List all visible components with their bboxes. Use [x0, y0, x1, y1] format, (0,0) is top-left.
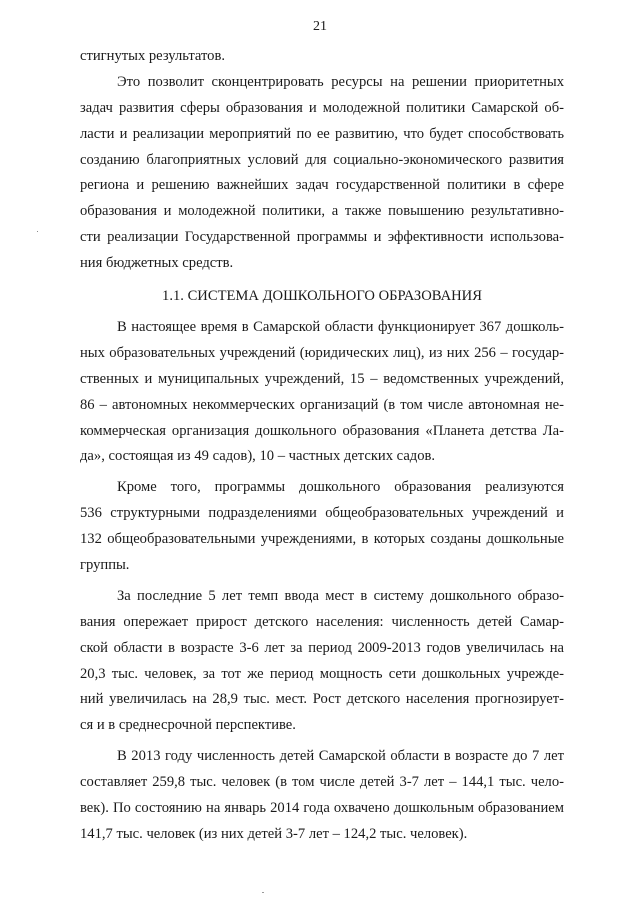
text-line: ных образовательных учреждений (юридических лиц), из них 256 – государ- — [80, 344, 564, 361]
text-line: сти реализации Государственной программы и эффективности использова- — [80, 229, 564, 246]
text-line: вания опережает прирост детского населения: численность детей Самар- — [80, 613, 564, 630]
text-line: региона и решению важнейших задач государственной политики в сфере — [80, 177, 564, 194]
text-line: В настоящее время в Самарской области функционирует 367 дошколь- — [117, 319, 564, 336]
paragraph-continuation — [80, 44, 564, 70]
text-line: ся и в среднесрочной перспективе. — [80, 717, 296, 734]
paragraph — [80, 70, 564, 277]
text-line: коммерческая организация дошкольного образования «Планета детства Ла- — [80, 422, 564, 439]
text-line: 86 – автономных некоммерческих организаций (в том числе автономная не- — [80, 396, 564, 413]
paragraph — [80, 475, 564, 579]
text-line: 141,7 тыс. человек (из них детей 3-7 лет – 124,2 тыс. человек). — [80, 825, 468, 842]
text-line: 20,3 тыс. человек, за тот же период мощность сети дошкольных учрежде- — [80, 665, 564, 682]
text-line: 132 общеобразовательными учреждениями, в которых созданы дошкольные — [80, 531, 564, 548]
page-number: 21 — [313, 19, 327, 34]
text-line: ласти и реализации мероприятий по ее развитию, что будет способствовать — [80, 125, 564, 142]
paragraph — [80, 315, 564, 470]
text-line: 536 структурными подразделениями общеобразовательных учреждений и — [80, 505, 564, 522]
scan-speck — [262, 892, 264, 893]
text-line: составляет 259,8 тыс. человек (в том числе детей 3-7 лет – 144,1 тыс. чело- — [80, 774, 564, 791]
paragraph — [80, 744, 564, 848]
text-line: Кроме того, программы дошкольного образования реализуются — [117, 479, 564, 496]
text-line: созданию благоприятных условий для социально-экономического развития — [80, 151, 564, 168]
text-line: За последние 5 лет темп ввода мест в систему дошкольного образо- — [117, 587, 564, 604]
text-line: ний увеличилась на 28,9 тыс. мест. Рост детского населения прогнозирует- — [80, 691, 564, 708]
text-line: Это позволит сконцентрировать ресурсы на решении приоритетных — [117, 73, 564, 90]
text-line: В 2013 году численность детей Самарской области в возрасте до 7 лет — [117, 748, 564, 765]
text-line: ственных и муниципальных учреждений, 15 – ведомственных учреждений, — [80, 370, 564, 387]
text-line: задач развития сферы образования и молодежной политики Самарской об- — [80, 99, 564, 116]
paragraph — [80, 584, 564, 739]
text-line: да», состоящая из 49 садов), 10 – частных детских садов. — [80, 448, 436, 465]
text-line: образования и молодежной политики, а также повышению результативно- — [80, 203, 564, 220]
text-line: стигнутых результатов. — [80, 48, 226, 64]
text-line: век). По состоянию на январь 2014 года охвачено дошкольным образованием — [80, 800, 564, 817]
section-heading: 1.1. СИСТЕМА ДОШКОЛЬНОГО ОБРАЗОВАНИЯ — [162, 288, 482, 305]
margin-mark — [37, 231, 38, 232]
body-text — [80, 44, 564, 848]
text-line: ской области в возрасте 3-6 лет за период 2009-2013 годов увеличилась на — [80, 639, 564, 656]
text-line: группы. — [80, 557, 130, 574]
text-line: ния бюджетных средств. — [80, 255, 234, 272]
